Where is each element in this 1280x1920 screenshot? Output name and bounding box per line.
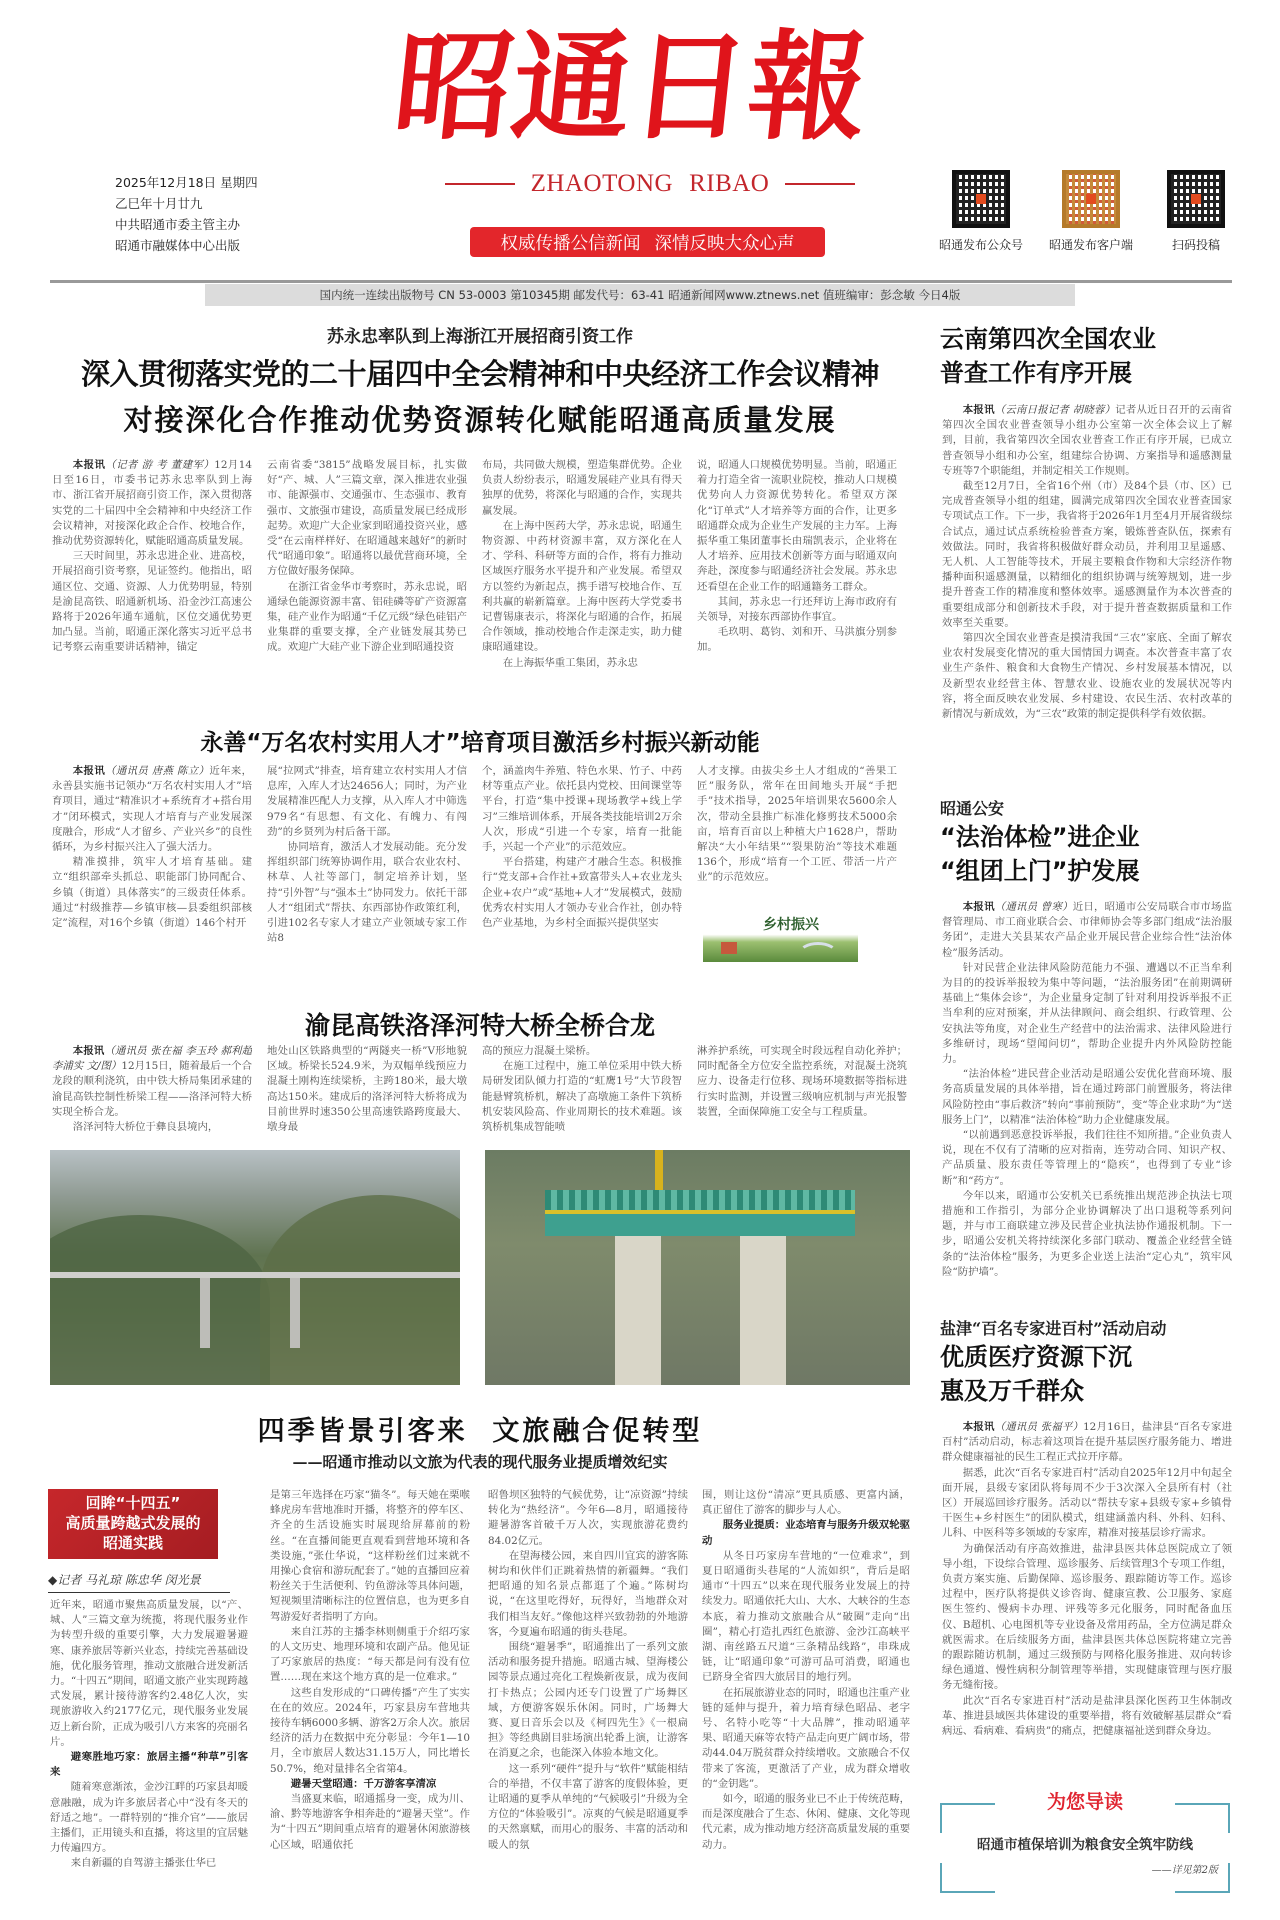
health-kicker: 盐津“百名专家进百村”活动启动	[940, 1319, 1167, 1338]
publication-bar: 国内统一连续出版物号 CN 53-0003 第10345期 邮发代号：63-41 昭通新闻网www.ztnews.net 值班编审：彭念敏 今日4版	[205, 284, 1075, 306]
article-paragraph: 围绕“避暑季”，昭通推出了一系列文旅活动和服务提升措施。昭通古城、望海楼公园等景点通过亮化工程焕新夜景，成为夜间打卡热点；公园内还专门设置了广场舞区域，方便游客娱乐休闲。同时，广场舞大赛、夏日音乐会以及《柯四先生》《一根扁担》等经典剧目驻场演出轮番上演，让游客在消夏之余，也能深入体验本地文化。	[488, 1641, 688, 1760]
article-paragraph: 展“拉网式”排查，培育建立农村实用人才信息库，入库人才达24656人；同时，为产业发展精准匹配人力支撑，从入库人才中筛选979名“有思想、有文化、有魄力、有闯劲”的乡贤列为村后备干部。	[267, 765, 467, 838]
tourism-col-2	[270, 1488, 470, 1908]
article-paragraph: 高的预应力混凝土梁桥。	[482, 1045, 597, 1057]
police-body	[942, 900, 1232, 1295]
article-paragraph: 洛泽河特大桥位于彝良县境内，	[72, 1121, 219, 1134]
byline: （通讯员 张在福 李玉玲 郝利超 李浦实 文/图）	[52, 1045, 252, 1073]
guide-page-ref: ——详见第2版	[1151, 1865, 1218, 1876]
reading-guide-box[interactable]	[940, 1791, 1230, 1893]
dateline: 本报讯	[962, 404, 995, 416]
masthead-rule	[50, 280, 1232, 283]
article-paragraph: 个，涵盖肉牛养殖、特色水果、竹子、中药材等重点产业。依托县内党校、田间课堂等平台，打造“集中授课+现场教学+线上学习”三维培训体系，开展各类技能培训2万余人次，形成“引进一个专家，培育一批能手，兴起一个产业”的示范效应。	[482, 765, 682, 854]
health-body	[942, 1420, 1232, 1778]
qr-submit[interactable]	[1150, 170, 1242, 253]
tourism-headline: 四季皆景引客来 文旅融合促转型	[257, 1416, 703, 1447]
census-body	[942, 403, 1232, 773]
article-paragraph: 精准摸排，筑牢人才培育基础。建立“组织部牵头抓总、职能部门协同配合、乡镇（街道）具体落实”的三级责任体系。通过“村级推荐—乡镇审核—县委组织部核定”流程，对16个乡镇（街道）146个村开	[52, 856, 252, 930]
article-paragraph: 来自新疆的自驾游主播张仕华已	[70, 1857, 217, 1870]
rural-revitalization-image	[703, 912, 858, 962]
sponsor: 中共昭通市委主管主办	[115, 217, 241, 232]
article-paragraph: 针对民营企业法律风险防范能力不强、遭遇以不正当牟利为目的的投诉举报较为集中等问题，“法治服务团”在前期调研基础上“集体会诊”，为企业量身定制了针对利用投诉举报不正当牟利的应对预案，并从法律顾问、商会组织、行政管理、公安执法等角度，对企业生产经营中的法治需求、法律风险进行多维研讨，现场“望闻问切”，帮助企业提升内外风险防控能力。	[942, 961, 1232, 1066]
qr-client-app[interactable]	[1045, 170, 1137, 253]
article-paragraph: “法治体检”进民营企业活动是昭通公安优化营商环境、服务高质量发展的具体举措，旨在通过跨部门前置服务，将法律风险防控由“事后救济”转向“事前预防”，变“等企业求助”为“送服务上门”，以精准“法治体检”助力企业健康发展。	[942, 1068, 1232, 1126]
slogan-part: 深情反映大众心声	[654, 233, 795, 254]
lead-kicker: 苏永忠率队到上海浙江开展招商引资工作	[327, 327, 633, 347]
article-paragraph: 在望海楼公园，来自四川宜宾的游客陈树均和伙伴们正跳着热情的新疆舞。“我们把昭通的知名景点都逛了个遍。”陈树均说，“在这里吃得好，玩得好，当地群众对我们相当友好。”像他这样兴致勃勃的外地游客，今夏遍布昭通的街头巷尾。	[488, 1549, 688, 1638]
article-paragraph: 当盛夏来临，昭通摇身一变，成为川、渝、黔等地游客争相奔赴的“避暑天堂”。作为“十四五”期间重点培育的避暑休闲旅游核心区域，昭通依托	[270, 1793, 470, 1851]
talent-col-2	[267, 764, 467, 969]
slogan-part: 权威传播公信新闻	[500, 233, 641, 254]
reporters: ◆记者 马礼琼 陈忠华 闵光景	[48, 1571, 230, 1593]
bridge-headline: 渝昆高铁洛泽河特大桥全桥合龙	[304, 1011, 655, 1040]
bridge-col-4	[697, 1044, 907, 1139]
guide-headline-link[interactable]: 昭通市植保培训为粮食安全筑牢防线	[977, 1837, 1193, 1853]
dateline: 本报讯	[72, 459, 106, 471]
divider	[445, 183, 515, 185]
police-headline-2: “组团上门”护发展	[940, 857, 1140, 885]
article-paragraph: 在上海振华重工集团，苏永忠	[502, 656, 638, 669]
qr-official-account[interactable]	[935, 170, 1027, 253]
article-paragraph: 围，则让这份“清凉”更具质感、更富内涵，真正留住了游客的脚步与人心。	[702, 1489, 910, 1517]
mountain-shape	[50, 1215, 270, 1385]
article-paragraph: 随着寒意渐浓，金沙江畔的巧家县却暖意融融，成为许多旅居者心中“没有冬天的舒适之地”。一群特别的“推介官”——旅居主播们，正用镜头和直播，将这里的宜居魅力传遍四方。	[50, 1781, 248, 1855]
lunar-date: 乙巳年十月廿九	[115, 196, 203, 211]
lead-col-2	[267, 458, 467, 698]
dateline: 本报讯	[72, 765, 106, 777]
article-paragraph: 昭鲁坝区独特的气候优势，让“凉资源”持续转化为“热经济”。今年6—8月，昭通接待避暑游客首破千万人次，实现旅游花费约84.02亿元。	[488, 1489, 688, 1547]
article-paragraph: “以前遇到恶意投诉举报，我们往往不知所措。”企业负责人说，现在不仅有了清晰的应对指南，连劳动合同、知识产权、产品质量、股东责任等管理上的“隐疾”，也得到了专业“诊断”和“药方”。	[942, 1129, 1232, 1187]
road-icon	[798, 942, 838, 962]
lead-headline-1: 深入贯彻落实党的二十届四中全会精神和中央经济工作会议精神	[80, 357, 879, 391]
article-paragraph: 在施工过程中，施工单位采用中铁大桥局研发团队倾力打造的“虹鹰1号”大节段智能悬臂筑桥机，解决了高墩施工条件下筑桥机安装风险高、作业周期长的技术难题。该筑桥机集成智能喷	[482, 1060, 682, 1134]
publisher: 昭通市融媒体中心出版	[115, 238, 241, 253]
article-paragraph: 云南省委“3815”战略发展目标，扎实做好“产、城、人”三篇文章，深入推进农业强市、能源强市、交通强市、生态强市、教育强市、文旅强市建设，高质量发展已经成形起势。欢迎广大企业家到昭通投资兴业，感受“在云南样样好、在昭通越来越好”的新时代“昭通印象”。昭通将以最优营商环境，全方位做好服务保障。	[267, 459, 467, 578]
byline: （通讯员 曾寒）	[994, 901, 1073, 913]
bridge-pier	[290, 1278, 300, 1348]
article-paragraph: 这一系列“硬件”提升与“软件”赋能相结合的举措，不仅丰富了游客的度假体验，更让昭通的夏季从单纯的“气候吸引”升级为全方位的“体验吸引”。凉爽的气候是昭通夏季的天然禀赋，而用心的服务、丰富的活动和暖人的氛	[488, 1762, 688, 1851]
article-text: 近年来，永善县实施书记领办“万名农村实用人才”培育项目，通过“精准识才+系统育才+搭台用才”闭环模式，实现人才培育与产业发展深度融合，形成“人才留乡、产业兴乡”的良性循环，为乡村振兴注入了强大活力。	[52, 765, 252, 854]
bridge-pier	[200, 1278, 210, 1348]
slogan-banner	[470, 227, 825, 257]
lead-col-4	[697, 458, 897, 698]
article-paragraph: 据悉，此次“百名专家进百村”活动自2025年12月中旬起全面开展，县级专家团队将每周不少于3次深入全县所有村（社区）开展巡回诊疗服务。活动以“帮扶专家+县级专家+乡镇骨干医生+乡村医生”的团队模式，组建涵盖内科、外科、妇科、儿科、中医科等多领域的专家库，精准对接基层诊疗需求。	[942, 1466, 1232, 1540]
qr-code-icon	[1062, 170, 1120, 228]
lead-col-3	[482, 458, 682, 698]
article-paragraph: 为确保活动有序高效推进，盐津县医共体总医院成立了领导小组，下设综合管理、巡诊服务、后续管理3个专项工作组，负责方案实施、后勤保障、巡诊服务、跟踪随访等工作。巡诊过程中，医疗队将提供义诊咨询、健康宣教、公卫服务、家庭医生签约、慢病卡办理、评残等多元化服务，同时配备血压仪、B超机、心电图机等专业设备及常用药品，全方位满足群众就医需求。在后续服务方面，盐津县医共体总医院将建立完善的跟踪随访机制，通过三级预防与网格化服务推进、双向转诊绿色通道、慢性病积分制管理等举措，实现健康管理与医疗服务无缝衔接。	[942, 1542, 1232, 1692]
lead-headline-2: 对接深化合作推动优势资源转化赋能昭通高质量发展	[123, 403, 837, 437]
article-paragraph: 淋养护系统，可实现全时段远程自动化养护；同时配备全方位安全监控系统，对混凝土浇筑应力、设备走行位移、现场环境数据等指标进行实时监测，并设置三级响应机制与声光报警装置，全面保障施工安全与工程质量。	[697, 1045, 907, 1118]
qr-label: 扫码投稿	[1171, 238, 1220, 252]
article-paragraph: 在拓展旅游业态的同时，昭通也注重产业链的延伸与提升，着力培育绿色昭品、老字号、名特小吃等“十大品牌”，推动昭通苹果、昭通天麻等农特产品走向更广阔市场，带动44.04万脱贫群众持续增收。文旅融合不仅带来了客流，更激活了产业，成为群众增收的“金钥匙”。	[702, 1686, 910, 1790]
byline: （云南日报记者 胡晓蓉）	[994, 404, 1116, 416]
police-kicker: 昭通公安	[940, 799, 1005, 818]
bridge-aerial-photo	[50, 1150, 460, 1385]
article-paragraph: 这些自发形成的“口碑传播”产生了实实在在的效应。2024年，巧家县房车营地共接待车辆6000多辆、游客2万余人次。旅居经济的活力在数据中充分彰显：今年1—10月，全市旅居人数达31.15万人，同比增长50.7%，绝对量排名全省第4。	[270, 1686, 470, 1775]
article-paragraph: 说，昭通人口规模优势明显。当前，昭通正着力打造全省一流职业院校，推动人口规模优势向人力资源优势转化。希望双方深化“订单式”人才培养等方面的合作，让更多昭通群众成为企业生产发展的主力军。上海振华重工集团董事长由瑞凯表示，企业将在人才培养、应用技术创新等方面与昭通双向奔赴，深度参与昭通经济社会发展。苏永忠还看望在企业工作的昭通籍务工群众。	[697, 459, 897, 593]
safety-net	[545, 1190, 855, 1210]
article-paragraph: 近年来，昭通市聚焦高质量发展，以“产、城、人”三篇文章为统揽，将现代服务业作为转型升级的重要引擎，大力发展避暑避寒、康养旅居等新兴业态，持续完善基础设施，优化服务管理，推动文旅融合迸发新活力。“十四五”期间，昭通文旅产业实现跨越式发展，累计接待游客约2.48亿人次，实现旅游收入约2177亿元，现代服务业发展迈上新台阶，正成为吸引八方来客的亮丽名片。	[50, 1599, 248, 1748]
talent-headline: 永善“万名农村实用人才”培育项目激活乡村振兴新动能	[200, 730, 760, 756]
police-headline	[940, 820, 1230, 888]
issue-date: 2025年12月18日 星期四	[115, 175, 258, 190]
health-headline-1: 优质医疗资源下沉	[940, 1343, 1132, 1371]
article-paragraph: 来自江苏的主播李林则侧重于介绍巧家的人文历史、地理环境和农副产品。他见证了巧家旅居的热度：“每天都是问有没有位置……现在来这个地方真的是一位难求。”	[270, 1625, 470, 1684]
article-paragraph: 避寒胜地巧家：旅居主播“种草”引客来	[50, 1751, 248, 1779]
article-paragraph: 今年以来，昭通市公安机关已系统推出规范涉企执法七项措施和工作指引，为部分企业协调解决了出口退税等系列问题，并与市工商联建立涉及民营企业执法协作通报机制。下一步，昭通公安机关将持续深化多部门联动、覆盖企业经营全链条的“法治体检”服务，为更多企业送上法治“定心丸”，筑牢风险“防护墙”。	[942, 1189, 1232, 1278]
article-paragraph: 三天时间里，苏永忠进企业、进高校，开展招商引资考察，见证签约。他指出，昭通区位、交通、资源、人力优势明显，特别是渝昆高铁、昭通新机场、沿金沙江高速公路将于2026年通车通航，区位交通优势更加凸显。当前，昭通正深化落实习近平总书记考察云南重要讲话精神，锚定	[52, 550, 252, 654]
logo-char: 昭	[387, 17, 521, 156]
byline: （通讯员 唐燕 陈立）	[105, 765, 210, 777]
article-paragraph: 服务业提质：业态培育与服务升级双轮驱动	[702, 1519, 910, 1547]
bridge-construction-photo	[485, 1150, 910, 1385]
logo-char: 報	[741, 17, 875, 156]
house-icon	[721, 942, 737, 954]
qr-code-icon	[952, 170, 1010, 228]
police-headline-1: “法治体检”进企业	[940, 823, 1140, 851]
byline: （记者 游 考 董建军）	[105, 459, 215, 471]
pinyin-word: ZHAOTONG	[530, 170, 674, 197]
qr-code-icon	[1167, 170, 1225, 228]
article-paragraph: 第四次全国农业普查是摸清我国“三农”家底、全面了解农业农村发展变化情况的重大国情国力调查。本次普查丰富了农业生产条件、粮食和大食物生产情况、乡村发展基本情况，以及新型农业经营主体、智慧农业、设施农业的发展状况等内容，将全面反映农业发展、乡村建设、农民生活、农村改革的新情况与新成效，为“三农”政策的制定提供科学有效依据。	[942, 632, 1232, 721]
qr-label: 昭通发布公众号	[938, 238, 1023, 252]
newspaper-logo	[387, 12, 885, 177]
bridge-deck	[50, 1272, 460, 1278]
bridge-col-1	[52, 1044, 252, 1139]
article-paragraph: 是第三年选择在巧家“猫冬”。每天她在栗喉蜂虎房车营地准时开播，将整齐的停车区、齐全的生活设施实时展现给屏幕前的粉丝。“在直播间能更直观看到营地环境和各类设施，”张仕华说，“这样粉丝们过来就不用操心食宿和游玩配套了。”她的直播回应着粉丝关于生活便利、钓鱼游泳等具体问题，短视频里清晰标注的位置信息，也为更多自驾游爱好者指明了方向。	[270, 1489, 470, 1623]
divider	[785, 183, 855, 185]
dateline: 本报讯	[962, 901, 995, 913]
bridge-col-3	[482, 1044, 682, 1139]
article-paragraph: 其间，苏永忠一行还拜访上海市政府有关领导，对接东西部协作事宜。	[697, 595, 897, 624]
article-paragraph: 地处山区铁路典型的“两隧夹一桥”V形地貌区域。桥梁长524.9米，为双幅单线预应力混凝土刚构连续梁桥，主跨180米，最大墩高达150米。建成后的洛泽河特大桥将成为目前世界时速350公里高速铁路跨度最大、墩身最	[267, 1045, 467, 1134]
dateline: 本报讯	[72, 1045, 105, 1057]
article-paragraph: 截至12月7日，全省16个州（市）及84个县（市、区）已完成普查领导小组的组建，圆满完成第四次全国农业普查国家专项试点工作。下一步，我省将于2026年1月至4月开展省级综合试点，通过试点系统检验普查方案，锻炼普查队伍，探索有效做法。同时，我省将积极做好群众动员，并利用卫星遥感、无人机、人工智能等技术，开展主要粮食作物和大宗经济作物播种面积遥感测量，以精细化的组织协调与统筹规划，进一步提升普查工作的精准度和整体效率。遥感测量作为本次普查的重要组成部分和创新技术手段，对于提升普查数据质量和工作效率至关重要。	[942, 480, 1232, 629]
talent-col-1	[52, 764, 252, 969]
byline: （通讯员 张福平）	[994, 1421, 1084, 1433]
guide-title: 为您导读	[1046, 1791, 1123, 1813]
article-paragraph: 毛玖明、葛钧、刘和开、马洪旗分别参加。	[697, 626, 897, 654]
tourism-col-3	[488, 1488, 688, 1908]
series-banner	[48, 1489, 218, 1559]
article-paragraph: 如今，昭通的服务业已不止于传统范畴，而是深度融合了生态、休闲、健康、文化等现代元素，成为推动地方经济高质量发展的重要动力。	[702, 1793, 910, 1851]
series-line: 高质量跨越式发展的	[65, 1514, 201, 1532]
bridge-pier	[615, 1236, 661, 1385]
tourism-col-4	[702, 1488, 910, 1908]
article-paragraph: 在上海中医药大学，苏永忠说，昭通生物资源、中药材资源丰富，双方深化在人才、学科、科研等方面的合作，将有力推动区域医疗服务水平提升和产业发展。希望双方以签约为新起点，携手谱写校地合作、互利共赢的崭新篇章。上海中医药大学党委书记曹锡康表示，将深化与昭通的合作，拓展合作领域，推动校地合作走深走实，助力健康昭通建设。	[482, 519, 682, 654]
article-paragraph: 从冬日巧家房车营地的“一位难求”，到夏日昭通街头巷尾的“人流如织”，背后是昭通市“十四五”以来在现代服务业发展上的持续发力。昭通依托大山、大水、大峡谷的生态本底，着力推动文旅融合从“破圈”走向“出圈”，精心打造扎西红色旅游、金沙江高峡平湖、南丝路五尺道“三条精品线路”，串珠成链，让“昭通印象”可游可品可消费，昭通也已跻身全省四大旅居目的地行列。	[702, 1549, 910, 1684]
dateline: 本报讯	[962, 1421, 995, 1433]
logo-pinyin	[430, 170, 870, 198]
series-line: 回眸“十四五”	[85, 1494, 181, 1512]
article-text: 12月15日，随着最后一个合龙段的顺利浇筑，由中铁大桥局集团承建的渝昆高铁控制性桥梁工程——洛泽河特大桥实现全桥合龙。	[52, 1060, 252, 1118]
qr-label: 昭通发布客户端	[1048, 238, 1133, 252]
bridge-pier	[740, 1236, 786, 1385]
series-line: 昭通实践	[102, 1534, 163, 1552]
logo-char: 通	[505, 17, 639, 156]
issue-info	[115, 172, 258, 256]
health-headline	[940, 1340, 1230, 1408]
article-text: 近日，昭通市公安局联合市市场监督管理局、市工商业联合会、市律师协会等多部门组成“法治服务团”，走进大关县某农产品企业开展民营企业综合性“法治体检”服务活动。	[942, 901, 1232, 959]
census-headline	[940, 322, 1230, 390]
bridge-col-2	[267, 1044, 467, 1139]
tourism-subtitle: ——昭通市推动以文旅为代表的现代服务业提质增效纪实	[292, 1453, 668, 1471]
frame-corner	[940, 1863, 995, 1893]
image-label: 乡村振兴	[763, 917, 819, 933]
article-paragraph: 协同培育，激活人才发展动能。充分发挥组织部门统筹协调作用，联合农业农村、林草、人社等部门，制定培养计划，坚持“引外智”与“强本土”协同发力。依托干部人才“组团式”帮扶、东西部协作政策红利，引进102名专家人才建立产业领域专家工作站8	[267, 841, 467, 945]
article-text: 12月16日，盐津县“百名专家进百村”活动启动，标志着这项旨在提升基层医疗服务能力、增进群众健康福祉的民生工程正式拉开序幕。	[942, 1421, 1232, 1464]
article-paragraph: 此次“百名专家进百村”活动是盐津县深化医药卫生体制改革、推进县域医共体建设的重要举措，将有效破解基层群众“看病远、看病难、看病贵”的痛点，把健康福祉送到群众身边。	[942, 1694, 1232, 1738]
pinyin-word: RIBAO	[689, 170, 770, 197]
article-paragraph: 人才支撑。由拔尖乡土人才组成的“善果工匠”服务队，常年在田间地头开展“手把手”技术指导，2025年培训果农5600余人次，带动全县推广标准化修剪技术5000余亩，培育百亩以上种植大户1628户，帮助解决“大小年结果”“裂果防治”等技术难题136个，形成“培育一个工匠、带活一片产业”的示范效应。	[697, 765, 897, 884]
article-text: 记者从近日召开的云南省第四次全国农业普查领导小组办公室第一次全体会议上了解到，目前，我省第四次全国农业普查工作正有序开展，已成立普查领导小组和办公室，组建综合协调、方案指导和遥感测量专班等7个职能组，并制定相关工作规则。	[942, 404, 1232, 477]
talent-col-4	[697, 764, 897, 904]
bridge-deck	[545, 1210, 855, 1236]
census-headline-2: 普查工作有序开展	[940, 359, 1132, 387]
article-paragraph: 避暑天堂昭通：千万游客享清凉	[290, 1777, 437, 1790]
article-paragraph: 平台搭建，构建产才融合生态。积极推行“党支部+合作社+致富带头人+农业龙头企业+农户”或“基地+人才”发展模式，鼓励优秀农村实用人才领办专业合作社，创办特色产业基地，为乡村全面振兴提供坚实	[482, 856, 682, 930]
health-headline-2: 惠及万千群众	[940, 1377, 1084, 1405]
census-headline-1: 云南第四次全国农业	[940, 325, 1156, 353]
tourism-col-1	[50, 1598, 248, 1908]
talent-col-3	[482, 764, 682, 969]
article-paragraph: 布局，共同做大规模，塑造集群优势。企业负责人纷纷表示，昭通发展硅产业具有得天独厚的优势，将深化与昭通的合作，实现共赢发展。	[482, 459, 682, 517]
article-text: 12月14日至16日，市委书记苏永忠率队到上海市、浙江省开展招商引资工作，深入贯彻落实党的二十届四中全会精神和中央经济工作会议精神，对接深化政企合作、校地合作，推动优势资源转化，赋能昭通高质量发展。	[52, 459, 252, 548]
lead-col-1	[52, 458, 252, 698]
article-paragraph: 在浙江省金华市考察时，苏永忠说，昭通绿色能源资源丰富、铝硅磷等矿产资源富集，硅产业作为昭通“千亿元级”绿色硅铝产业集群的重要支撑，全产业链发展其势已成。欢迎广大硅产业下游企业到昭通投资	[267, 580, 467, 654]
logo-char: 日	[623, 17, 757, 156]
